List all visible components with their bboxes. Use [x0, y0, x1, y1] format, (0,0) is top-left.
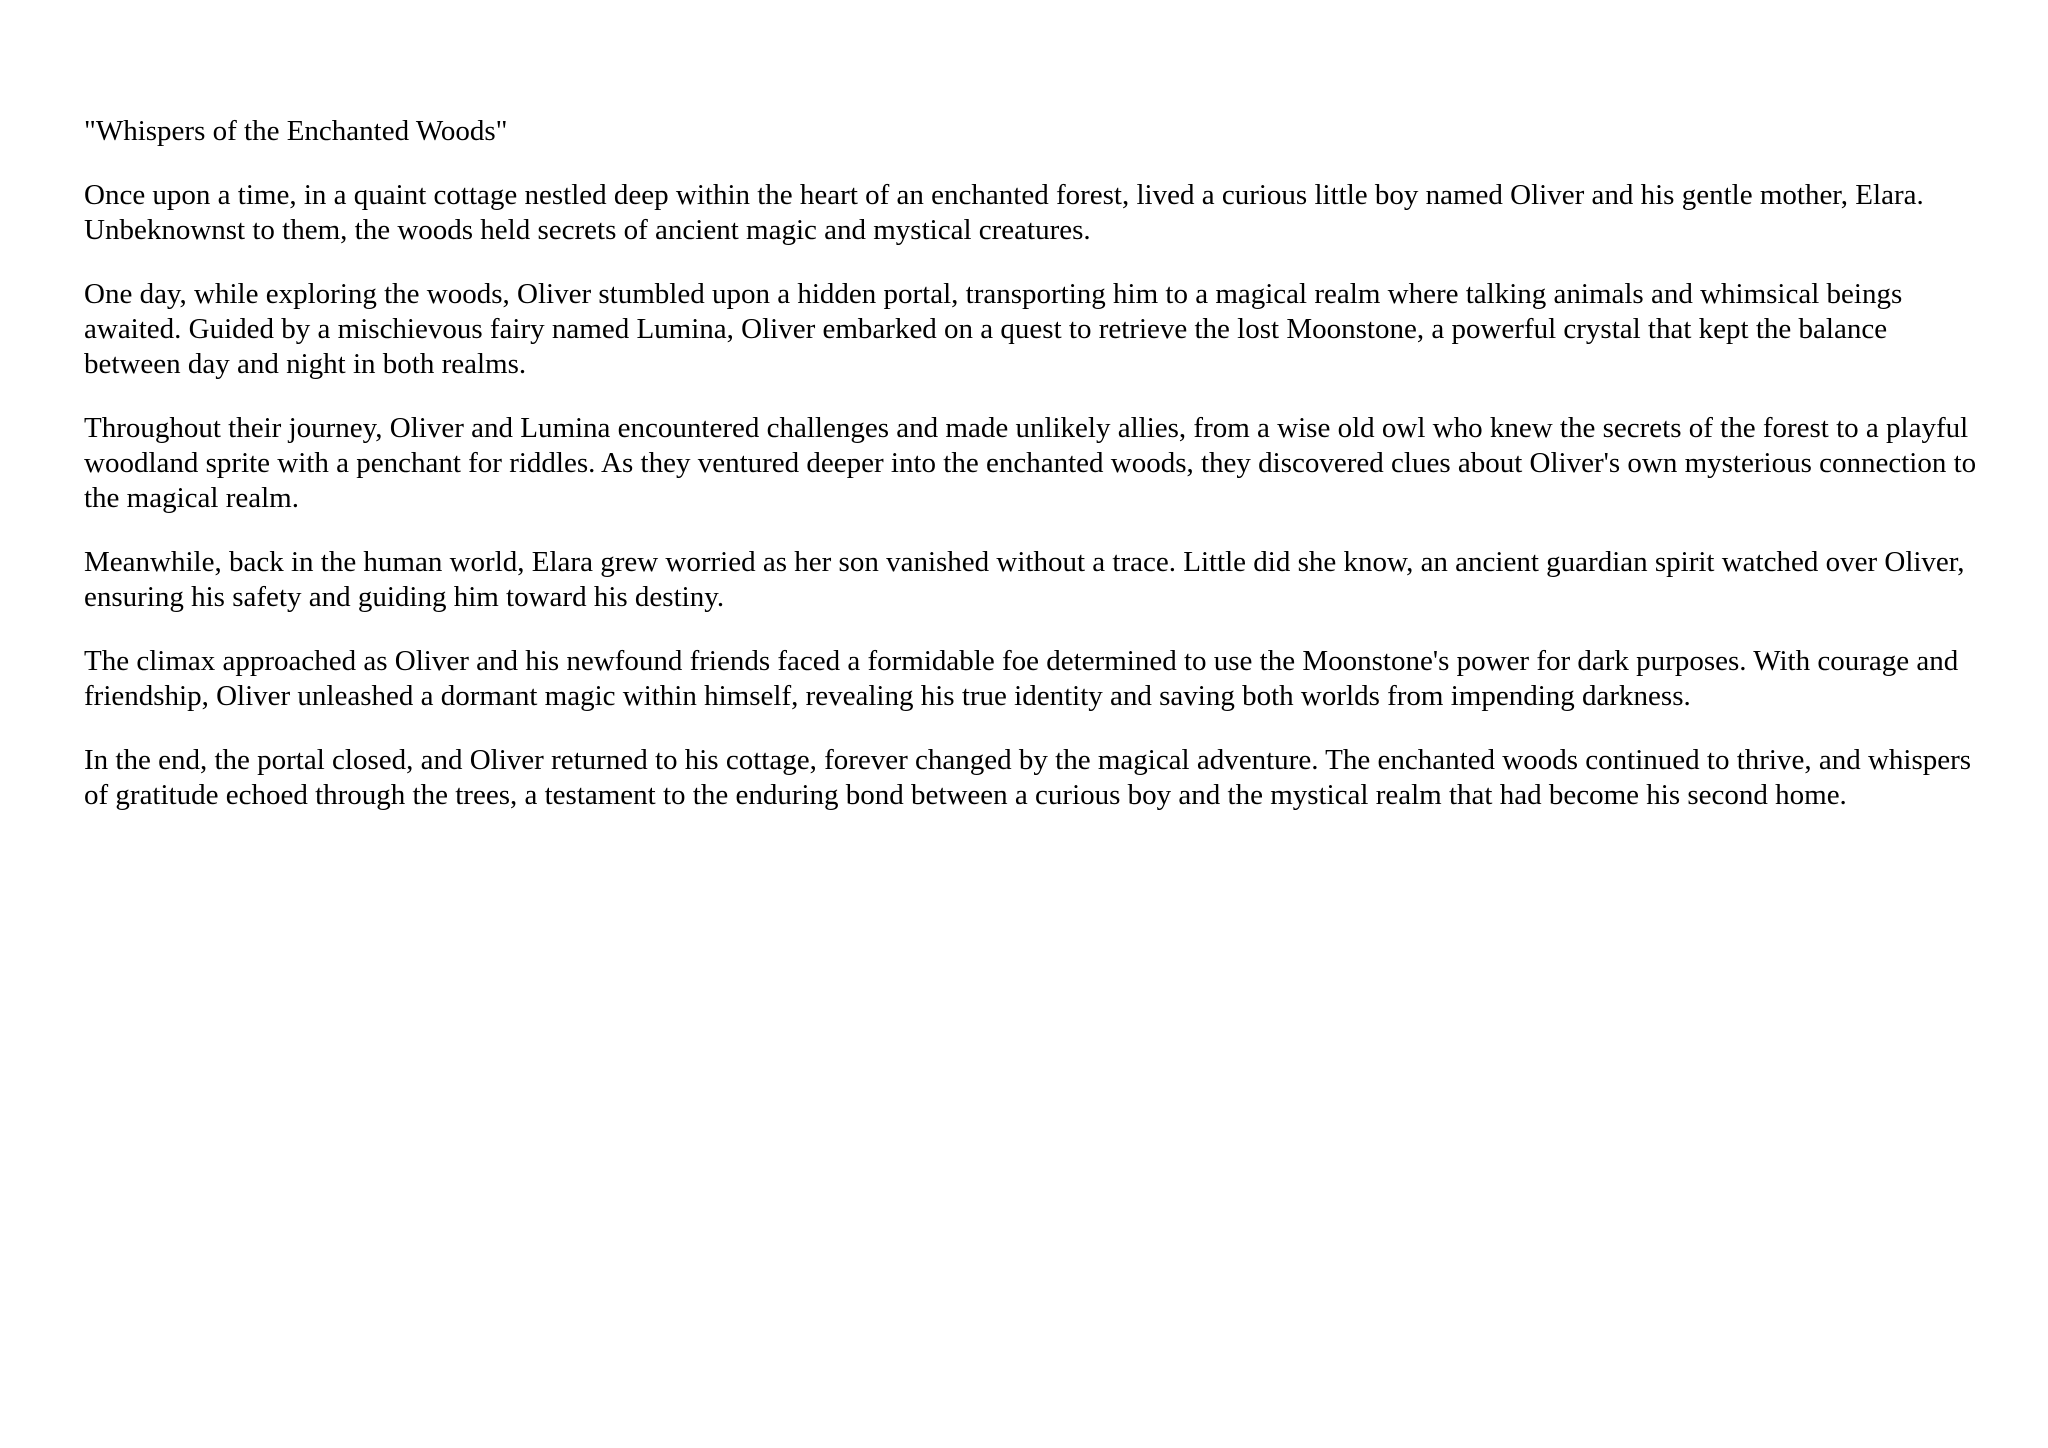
paragraph: The climax approached as Oliver and his newfound friends faced a formidable foe determined to use the Moonstone's power for dark purposes. With courage and friendship, Oliver unleashed a dormant magic within himself, revealing his true identity and saving both worlds from impending darkness. [84, 645, 1959, 712]
document-title: "Whispers of the Enchanted Woods" [84, 115, 508, 147]
paragraph: One day, while exploring the woods, Oliver stumbled upon a hidden portal, transporting him to a magical realm where talking animals and whimsical beings awaited. Guided by a mischievous fairy named Lumina, Oliver embarked on a quest to retrieve the lost Moonstone, a powerful crystal that kept the balance between day and night in both realms. [84, 278, 1903, 380]
paragraph: In the end, the portal closed, and Oliver returned to his cottage, forever changed by the magical adventure. The enchanted woods continued to thrive, and whispers of gratitude echoed through the trees, a testament to the enduring bond between a curious boy and the mystical realm that had become his second home. [84, 744, 1972, 811]
document-body [84, 114, 1984, 842]
paragraph: Meanwhile, back in the human world, Elara grew worried as her son vanished without a trace. Little did she know, an ancient guardian spirit watched over Oliver, ensuring his safety and guiding him toward his destiny. [84, 546, 1965, 613]
paragraph: Throughout their journey, Oliver and Lumina encountered challenges and made unlikely allies, from a wise old owl who knew the secrets of the forest to a playful woodland sprite with a penchant for riddles. As they ventured deeper into the enchanted woods, they discovered clues about Oliver's own mysterious connection to the magical realm. [84, 412, 1977, 514]
paragraph: Once upon a time, in a quaint cottage nestled deep within the heart of an enchanted forest, lived a curious little boy named Oliver and his gentle mother, Elara. Unbeknownst to them, the woods held secrets of ancient magic and mystical creatures. [84, 179, 1924, 246]
